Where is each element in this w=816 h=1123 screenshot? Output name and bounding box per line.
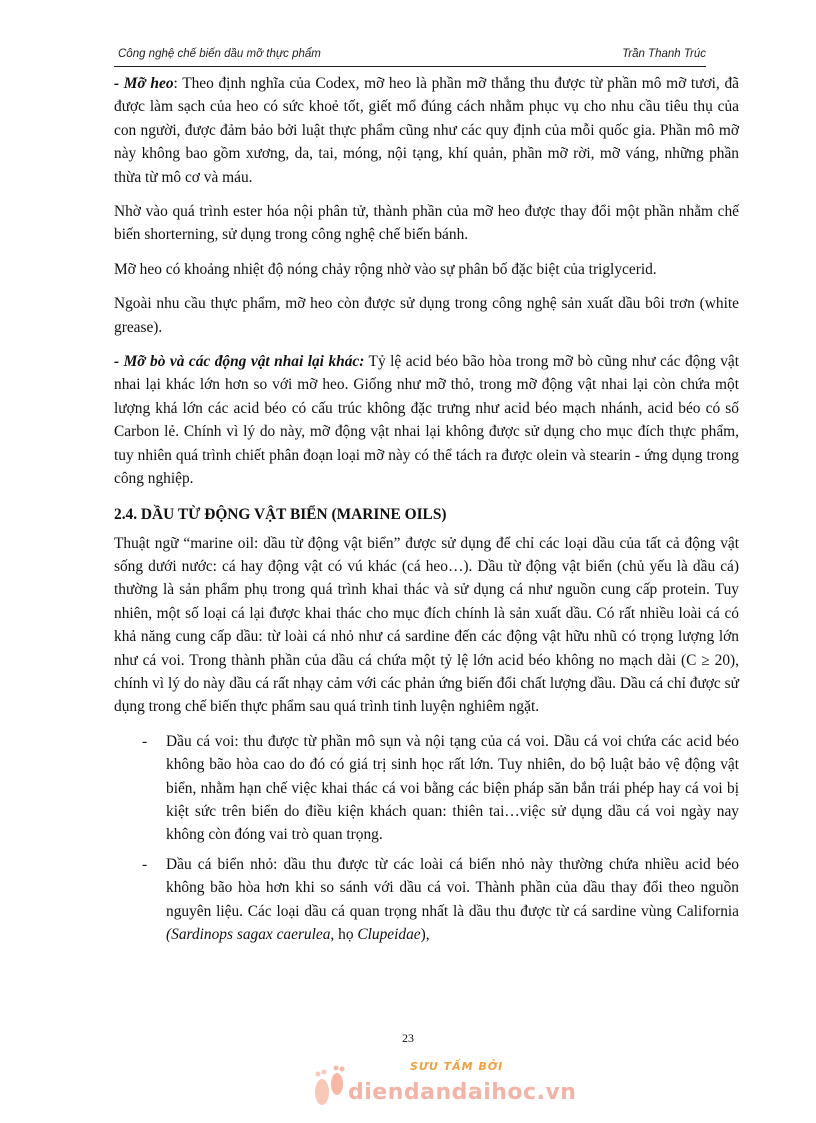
lard-lead: - Mỡ heo [114, 75, 174, 92]
watermark [310, 1058, 577, 1120]
section-heading-marine-oils: 2.4. DẦU TỪ ĐỘNG VẬT BIỂN (MARINE OILS) [114, 505, 447, 523]
marine-oil-list [114, 730, 739, 947]
watermark-site: diendandaihoc.vn [348, 1080, 577, 1105]
paragraph-marine-oil: Thuật ngữ “marine oil: dầu từ động vật biển” được sử dụng để chỉ các loại dầu của tất cả động vật sống dưới nước: cá hay động vật có vú khác (cá heo…). Dầu từ động vật biển (chủ yếu là dầu cá) thường là sản phẩm phụ trong quá trình khai thác và sử dụng cá như nguồn cung cấp protein. Tuy nhiên, một số loại cá lại được khai thác cho mục đích chính là sản xuất dầu. Có rất nhiều loài cá có khả năng cung cấp dầu: từ loài cá nhỏ như cá sardine đến các động vật hữu nhũ có trọng lượng lớn như cá voi. Trong thành phần của dầu cá chứa một tỷ lệ lớn acid béo không no mạch dài (C ≥ 20), chính vì lý do này dầu cá rất nhạy cảm với các phản ứng biến đổi chất lượng dầu. Dầu cá chỉ được sử dụng trong chế biến thực phẩm sau quá trình tinh luyện nghiêm ngặt. [114, 534, 739, 716]
species-name: (Sardinops sagax caerulea, [166, 926, 335, 943]
paragraph-lard [114, 72, 739, 189]
lard-text: : Theo định nghĩa của Codex, mỡ heo là phần mỡ thắng thu được từ phần mô mỡ tươi, đã được làm sạch của heo có sức khoẻ tốt, giết mổ đúng cách nhằm phục vụ cho nhu cầu tiêu thụ của con người, được đảm bảo bởi luật thực phẩm cũng như các quy định của mỗi quốc gia. Phần mô mỡ này không bao gồm xương, da, tai, móng, nội tạng, khí quản, phần mỡ rời, mỡ váng, những phần thừa từ mô cơ và máu. [114, 75, 739, 186]
bullet-end: ), [420, 926, 430, 943]
dash-marker: - [142, 732, 148, 750]
paragraph-melting-range: Mỡ heo có khoảng nhiệt độ nóng chảy rộng nhờ vào sự phân bố đặc biệt của triglycerid. [114, 260, 657, 278]
dash-marker: - [142, 855, 148, 873]
paragraph-white-grease: Ngoài nhu cầu thực phẩm, mỡ heo còn được sử dụng trong công nghệ sản xuất dầu bôi trơn (white grease). [114, 295, 739, 336]
paragraph-beef-tallow [114, 350, 739, 490]
header-book-title: Công nghệ chế biến dầu mỡ thực phẩm [118, 48, 321, 60]
beef-lead: - Mỡ bò và các động vật nhai lại khác: [114, 353, 365, 371]
list-item-whale-oil [114, 730, 739, 847]
whale-oil-text: Dầu cá voi: thu được từ phần mô sụn và nội tạng của cá voi. Dầu cá voi chứa các acid béo không bão hòa cao do đó có giá trị sinh học rất lớn. Tuy nhiên, do bộ luật bảo vệ động vật biển, nhằm hạn chế việc khai thác cá voi bằng các biện pháp săn bắn trái phép hay cá voi bị kiệt sức trên biển do điều kiện khách quan: thiên tai…việc sử dụng dầu cá voi ngày nay không còn đóng vai trò quan trọng. [166, 732, 739, 844]
family-name: Clupeidae [357, 926, 421, 943]
list-item-small-fish-oil [114, 853, 739, 947]
page-header [114, 46, 706, 67]
beef-text: Tỷ lệ acid béo bão hòa trong mỡ bò cũng như các động vật nhai lại khác lớn hơn so với mỡ heo. Giống như mỡ thỏ, trong mỡ động vật nhai lại còn chứa một lượng khá lớn các acid béo có cấu trúc không đặc trưng như acid béo mạch nhánh, acid béo có số Carbon lẻ. Chính vì lý do này, mỡ động vật nhai lại không được sử dụng cho mục đích thực phẩm, tuy nhiên quá trình chiết phân đoạn loại mỡ này có thể tách ra được olein và stearin - ứng dụng trong công nghiệp. [114, 353, 740, 488]
paragraph-esterification: Nhờ vào quá trình ester hóa nội phân tử, thành phần của mỡ heo được thay đổi một phần nhằm chế biến shorterning, sử dụng trong công nghệ chế biến bánh. [114, 203, 739, 244]
family-prefix: họ [334, 926, 358, 943]
small-fish-oil-text: Dầu cá biển nhỏ: dầu thu được từ các loài cá biển nhỏ này thường chứa nhiều acid béo không bão hòa hơn khi so sánh với dầu cá voi. Thành phần của dầu thay đổi theo nguồn nguyên liệu. Các loại dầu cá quan trọng nhất là dầu thu được từ cá sardine vùng California [166, 855, 739, 920]
watermark-caption: SƯU TẦM BỞI [410, 1060, 504, 1073]
header-author: Trần Thanh Trúc [622, 48, 706, 60]
watermark-feet-icon [310, 1060, 350, 1116]
document-body [114, 72, 739, 952]
page-number: 23 [402, 1031, 414, 1045]
